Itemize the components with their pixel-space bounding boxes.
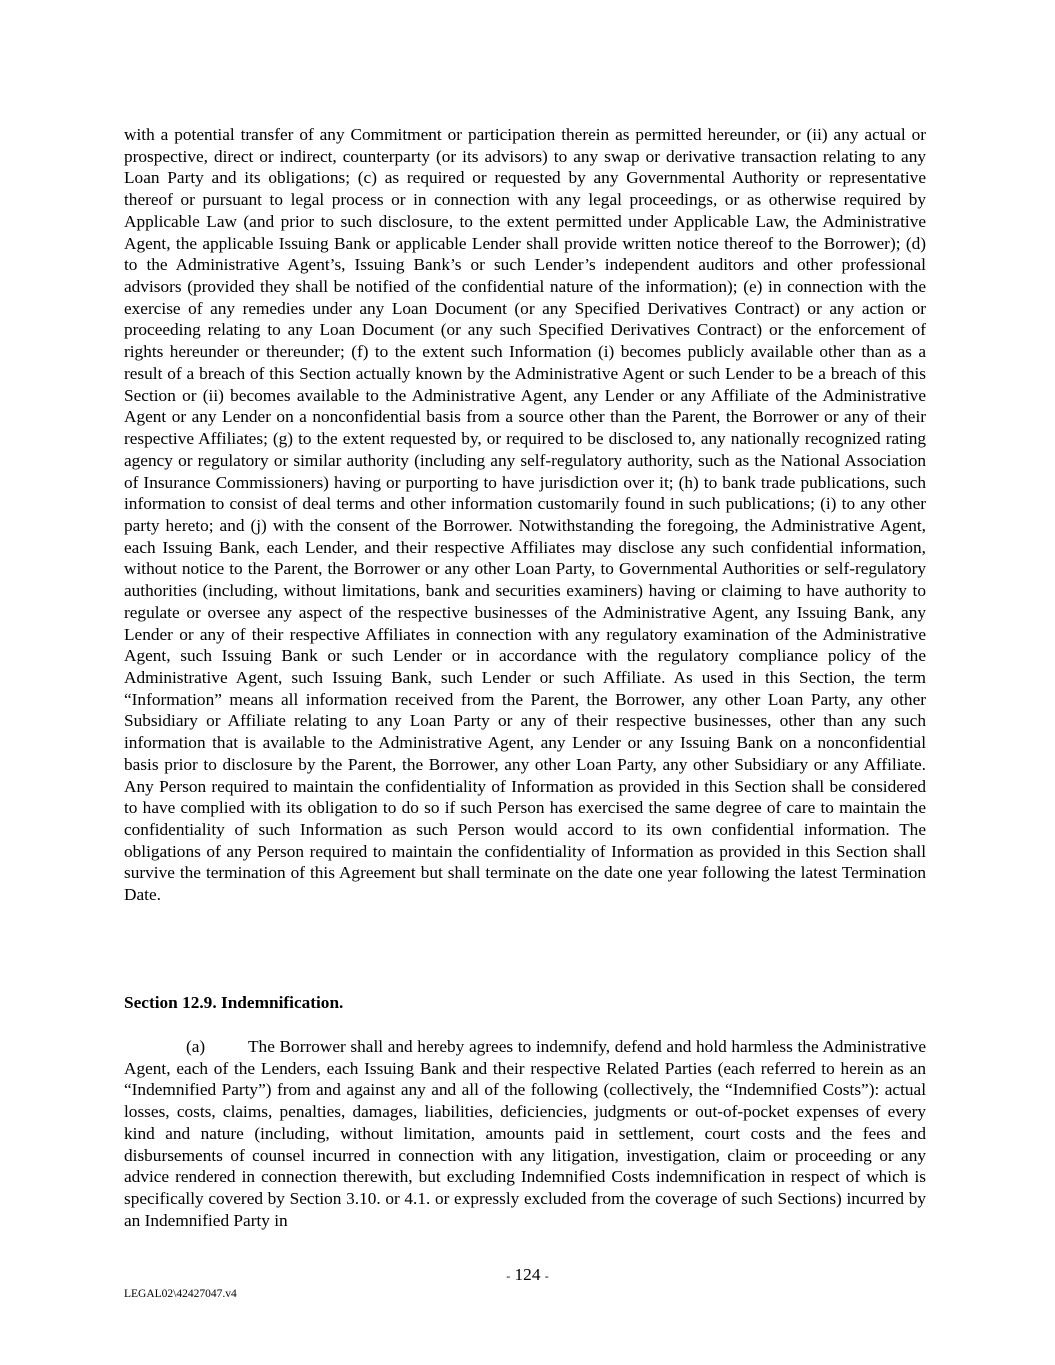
subsection-text: The Borrower shall and hereby agrees to indemnify, defend and hold harmless the Administrative Agent, each of the Lenders, each Issuing Bank and their respective Related Parties (each referred to herein as an “Indemnified Party”) from and against any and all of the following (collectively, the “Indemnified Costs”): actual losses, costs, claims, penalties, damages, liabilities, deficiencies, judgments or out-of-pocket expenses of every kind and nature (including, without limitation, amounts paid in settlement, court costs and the fees and disbursements of counsel incurred in connection with any litigation, investigation, claim or proceeding or any advice rendered in connection therewith, but excluding Indemnified Costs indemnification in respect of which is specifically covered by Section 3.10. or 4.1. or expressly excluded from the coverage of such Sections) incurred by an Indemnified Party in [124,1037,926,1230]
body-paragraph: with a potential transfer of any Commitment or participation therein as permitted hereunder, or (ii) any actual or prospective, direct or indirect, counterparty (or its advisors) to any swap or derivative transaction relating to any Loan Party and its obligations; (c) as required or requested by any Governmental Authority or representative thereof or pursuant to legal process or in connection with any legal proceedings, or as otherwise required by Applicable Law (and prior to such disclosure, to the extent permitted under Applicable Law, the Administrative Agent, the applicable Issuing Bank or applicable Lender shall provide written notice thereof to the Borrower); (d) to the Administrative Agent’s, Issuing Bank’s or such Lender’s independent auditors and other professional advisors (provided they shall be notified of the confidential nature of the information); (e) in connection with the exercise of any remedies under any Loan Document (or any Specified Derivatives Contract) or any action or proceeding relating to any Loan Document (or any such Specified Derivatives Contract) or the enforcement of rights hereunder or thereunder; (f) to the extent such Information (i) becomes publicly available other than as a result of a breach of this Section actually known by the Administrative Agent or such Lender to be a breach of this Section or (ii) becomes available to the Administrative Agent, any Lender or any Affiliate of the Administrative Agent or any Lender on a nonconfidential basis from a source other than the Parent, the Borrower or any of their respective Affiliates; (g) to the extent requested by, or required to be disclosed to, any nationally recognized rating agency or regulatory or similar authority (including any self-regulatory authority, such as the National Association of Insurance Commissioners) having or purporting to have jurisdiction over it; (h) to bank trade publications, such information to consist of deal terms and other information customarily found in such publications; (i) to any other party hereto; and (j) with the consent of the Borrower. Notwithstanding the foregoing, the Administrative Agent, each Issuing Bank, each Lender, and their respective Affiliates may disclose any such confidential information, without notice to the Parent, the Borrower or any other Loan Party, to Governmental Authorities or self-regulatory authorities (including, without limitations, bank and securities examiners) having or claiming to have authority to regulate or oversee any aspect of the respective businesses of the Administrative Agent, any Issuing Bank, any Lender or any of their respective Affiliates in connection with any regulatory examination of the Administrative Agent, such Issuing Bank or such Lender or in accordance with the regulatory compliance policy of the Administrative Agent, such Issuing Bank, such Lender or such Affiliate. As used in this Section, the term “Information” means all information received from the Parent, the Borrower, any other Loan Party, any other Subsidiary or Affiliate relating to any Loan Party or any of their respective businesses, other than any such information that is available to the Administrative Agent, any Lender or any Issuing Bank on a nonconfidential basis prior to disclosure by the Parent, the Borrower, any other Loan Party, any other Subsidiary or any Affiliate. Any Person required to maintain the confidentiality of Information as provided in this Section shall be considered to have complied with its obligation to do so if such Person has exercised the same degree of care to maintain the confidentiality of such Information as such Person would accord to its own confidential information. The obligations of any Person required to maintain the confidentiality of Information as provided in this Section shall survive the termination of this Agreement but shall terminate on the date one year following the latest Termination Date. [124,125,926,905]
subsection-a [124,1036,926,1231]
page-number-dash-left: - [506,1269,511,1284]
page-number-value: 124 [514,1265,541,1284]
document-id: LEGAL02\42427047.v4 [124,1288,237,1300]
section-heading: Section 12.9. Indemnification. [124,993,344,1012]
page-number [0,1264,1055,1287]
page-number-dash-right: - [544,1269,549,1284]
subsection-marker: (a) [186,1037,206,1056]
